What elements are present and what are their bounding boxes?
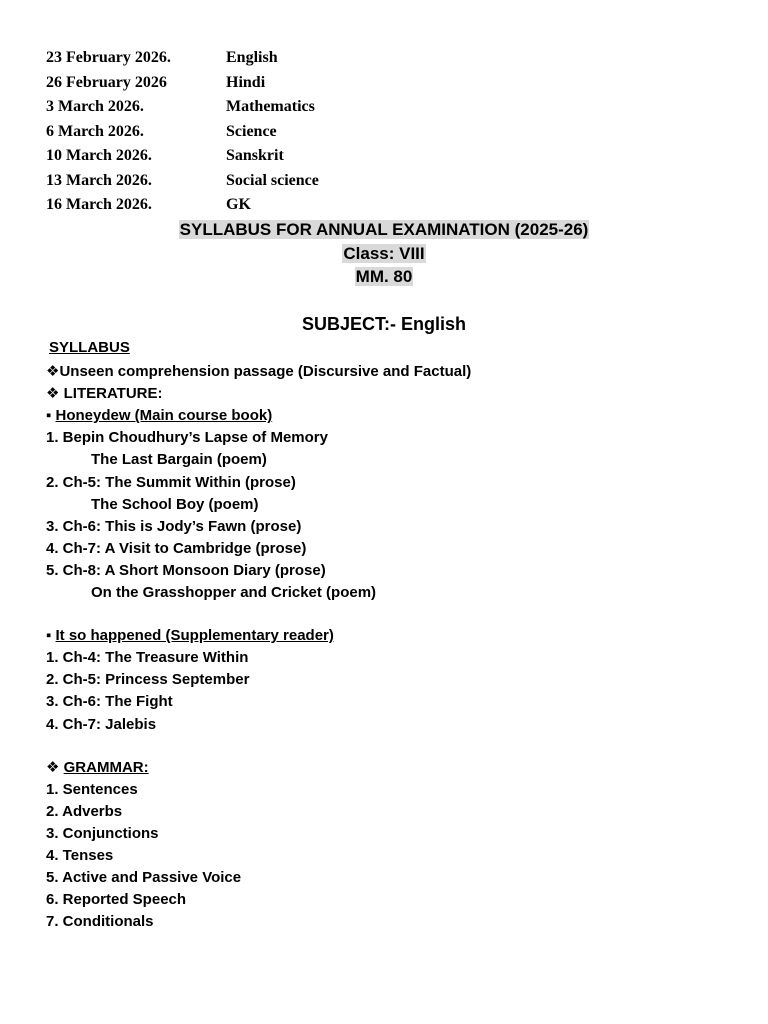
schedule-date: 6 March 2026. <box>46 122 144 140</box>
subject-heading: SUBJECT:- English <box>301 314 466 334</box>
title-block <box>0 218 768 241</box>
list-item: 3. Conjunctions <box>46 824 159 842</box>
syllabus-heading: SYLLABUS <box>49 339 130 356</box>
list-item: 5. Active and Passive Voice <box>46 869 242 887</box>
list-item: 3. Ch-6: This is Jody’s Fawn (prose) <box>46 517 302 535</box>
schedule-date: 16 March 2026. <box>46 196 152 213</box>
list-item: The Last Bargain (poem) <box>91 451 267 469</box>
list-item: 2. Adverbs <box>46 802 123 820</box>
schedule-row <box>46 193 319 218</box>
honeydew-line <box>46 405 471 427</box>
syllabus-heading-line <box>46 337 471 359</box>
spacer <box>46 736 471 757</box>
schedule-subject: Hindi <box>226 73 266 91</box>
schedule-date: 10 March 2026. <box>46 147 152 164</box>
square-bullet-icon: ▪ <box>46 627 52 645</box>
class-label: Class: VIII <box>343 244 425 263</box>
schedule-row <box>46 95 319 120</box>
list-item: 4. Tenses <box>46 846 114 864</box>
literature-heading: LITERATURE: <box>63 385 163 403</box>
schedule-row <box>46 120 319 145</box>
schedule-row <box>46 169 319 194</box>
diamond-bullet-icon: ❖ <box>46 758 60 776</box>
exam-schedule <box>46 46 319 218</box>
exam-title: SYLLABUS FOR ANNUAL EXAMINATION (2025-26) <box>179 220 589 239</box>
list-item: 4. Ch-7: A Visit to Cambridge (prose) <box>46 539 307 557</box>
supplementary-line <box>46 625 471 647</box>
grammar-heading: GRAMMAR: <box>63 758 149 776</box>
max-marks: MM. 80 <box>355 267 413 286</box>
list-item: 6. Reported Speech <box>46 891 187 909</box>
list-item: 1. Bepin Choudhury’s Lapse of Memory <box>46 429 328 447</box>
list-item: 3. Ch-6: The Fight <box>46 693 173 711</box>
schedule-subject: Sanskrit <box>226 147 284 164</box>
list-item: 5. Ch-8: A Short Monsoon Diary (prose) <box>46 561 326 579</box>
syllabus-body <box>46 337 471 933</box>
schedule-subject: Social science <box>226 171 319 189</box>
list-item: 1. Ch-4: The Treasure Within <box>46 649 249 667</box>
schedule-date: 13 March 2026. <box>46 171 152 189</box>
list-item: 7. Conditionals <box>46 913 154 931</box>
marks-block <box>0 265 768 288</box>
schedule-subject: GK <box>226 196 251 213</box>
schedule-date: 3 March 2026. <box>46 98 144 115</box>
list-item: 2. Ch-5: The Summit Within (prose) <box>46 473 296 491</box>
diamond-bullet-icon: ❖ <box>46 385 60 403</box>
list-item: 1. Sentences <box>46 780 138 798</box>
list-item: The School Boy (poem) <box>91 495 259 513</box>
diamond-bullet-icon: ❖ <box>46 363 60 381</box>
unseen-passage: Unseen comprehension passage (Discursive and Factual) <box>59 363 472 381</box>
class-block <box>0 242 768 265</box>
schedule-subject: Science <box>226 122 277 140</box>
supplementary-heading: It so happened (Supplementary reader) <box>55 627 334 645</box>
schedule-row <box>46 71 319 96</box>
list-item: 4. Ch-7: Jalebis <box>46 715 157 733</box>
list-item: 2. Ch-5: Princess September <box>46 671 250 689</box>
schedule-row <box>46 46 319 71</box>
spacer <box>46 604 471 625</box>
schedule-row <box>46 144 319 169</box>
schedule-date: 23 February 2026. <box>46 49 171 66</box>
schedule-subject: Mathematics <box>226 98 315 115</box>
unseen-line <box>46 361 471 383</box>
honeydew-heading: Honeydew (Main course book) <box>55 407 273 425</box>
square-bullet-icon: ▪ <box>46 407 52 425</box>
literature-line <box>46 383 471 405</box>
grammar-line <box>46 757 471 779</box>
schedule-date: 26 February 2026 <box>46 73 167 91</box>
schedule-subject: English <box>226 49 278 66</box>
list-item: On the Grasshopper and Cricket (poem) <box>91 584 377 602</box>
